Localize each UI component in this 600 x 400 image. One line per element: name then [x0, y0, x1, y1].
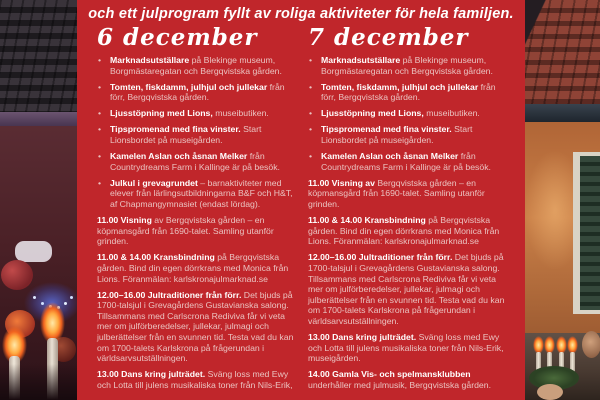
- background-photo-left: [0, 0, 77, 400]
- event-title: Tomten, fiskdamm, julhjul och jullekar: [321, 81, 479, 92]
- event-detail: på Bergqvistska gården. Bind din egen dörrkrans med Monica från Lions. Föranmälan: karlskronajulmarknad.se: [97, 252, 289, 284]
- event-time-title: 11.00 & 14.00 Kransbindning: [97, 252, 215, 263]
- program-columns: [77, 22, 525, 396]
- event-detail: från Countrydreams Farm i Kallinge är på besök.: [321, 151, 491, 172]
- event-detail: på Blekinge museum, Borgmästaregatan och Bergqvistska gården.: [321, 55, 493, 76]
- bullet-list: [308, 55, 505, 172]
- event-title: Tomten, fiskdamm, julhjul och jullekar: [110, 81, 268, 92]
- bullet-item: [97, 178, 294, 210]
- day-heading: 7 december: [308, 24, 469, 51]
- timed-event: [308, 215, 505, 247]
- event-title: Ljusstöpning med Lions,: [321, 108, 424, 119]
- left-white-sign: [15, 241, 52, 262]
- right-roof-eave: [525, 104, 600, 122]
- event-detail: museibutiken.: [212, 108, 269, 119]
- right-dark-sky: [525, 0, 600, 108]
- bullet-item: [308, 55, 505, 76]
- bullet-dot-icon: •: [309, 81, 313, 92]
- event-detail: underhåller med julmusik, Bergqvistska gården.: [308, 379, 492, 390]
- timed-event: [97, 290, 294, 364]
- event-time-title: 13.00 Dans kring julträdet.: [97, 369, 206, 380]
- day-column-6-december: [97, 25, 294, 396]
- lucia-face: [537, 384, 563, 400]
- timed-event: [97, 215, 294, 247]
- bullet-item: [308, 124, 505, 145]
- bullet-item: [308, 108, 505, 119]
- bullet-item: [308, 151, 505, 172]
- event-title: Julkul i grevagrundet: [110, 177, 198, 188]
- timed-events-list: [308, 178, 505, 391]
- event-detail: – barnaktiviteter med elever från lärlingsutbildningarna B&F och H&T, af Chapmangymnasiet (endast lördag).: [110, 177, 293, 210]
- event-detail: Bergqvistska gården – en köpmansgård från 1690-talet. Samling utanför grinden.: [308, 177, 485, 210]
- day-heading: 6 december: [97, 24, 258, 51]
- bullet-dot-icon: •: [309, 151, 313, 162]
- bullet-dot-icon: •: [309, 55, 313, 65]
- bullet-dot-icon: •: [98, 177, 102, 188]
- bullet-item: [97, 82, 294, 103]
- timed-event: [308, 332, 505, 364]
- timed-event: [97, 252, 294, 284]
- right-window-shutter: [580, 156, 600, 310]
- program-tagline: och ett julprogram fyllt av roliga aktiviteter för hela familjen.: [88, 6, 514, 22]
- event-title: Kamelen Aslan och åsnan Melker: [110, 151, 248, 162]
- event-detail: Sväng loss med Ewy och Lotta till julens musikaliska toner från Nils-Erik,: [97, 369, 293, 390]
- event-time-title: 11.00 Visning: [97, 215, 152, 226]
- event-title: Tipspromenad med fina vinster.: [321, 124, 452, 135]
- timed-event: [308, 252, 505, 326]
- event-detail: på Bergqvistska gården. Bind din egen dörrkrans med Monica från Lions. Föranmälan: karlskronajulmarknad.se: [308, 215, 500, 247]
- bullet-item: [97, 55, 294, 76]
- event-detail: Start Lionsbordet på museigården.: [321, 124, 473, 146]
- timed-event: [308, 369, 505, 390]
- event-detail: Sväng loss med Ewy och Lotta till julens musikaliska toner från Nils-Erik, museigården.: [308, 332, 504, 364]
- event-time-title: 11.00 & 14.00 Kransbindning: [308, 215, 426, 226]
- event-detail: Det bjuds på 1700-talsjul i Grevagårdens Gustavianska salong. Tillsammans med Carlscrona Rediviva får vi veta mer om julförberedelser, jullekar, julmagi och julberättelser från en svunnen tid. Testa vad du kan om 1700-talets Karlskrona på frågerundan i världsarvsutställningen.: [308, 252, 505, 326]
- event-detail: från Countrydreams Farm i Kallinge är på besök.: [110, 151, 280, 172]
- bullet-item: [97, 108, 294, 119]
- event-detail: museibutiken.: [423, 108, 480, 119]
- timed-events-list: [97, 215, 294, 390]
- bullet-dot-icon: •: [98, 81, 102, 92]
- event-title: Marknadsutställare: [110, 55, 190, 65]
- event-time-title: 12.00–16.00 Jultraditioner från förr.: [308, 252, 453, 263]
- event-time-title: 12.00–16.00 Jultraditioner från förr.: [97, 289, 242, 300]
- event-detail: Start Lionsbordet på museigården.: [110, 124, 262, 146]
- event-time-title: 13.00 Dans kring julträdet.: [308, 332, 417, 343]
- left-roof-tiles: [0, 0, 77, 118]
- event-detail: på Blekinge museum, Borgmästaregatan och Bergqvistska gården.: [110, 55, 282, 76]
- event-detail: från förr, Bergqvistska gården.: [110, 81, 285, 103]
- background-photo-right: [525, 0, 600, 400]
- bullet-dot-icon: •: [98, 151, 102, 162]
- bullet-dot-icon: •: [309, 124, 313, 135]
- event-time-title: 11.00 Visning av: [308, 177, 375, 188]
- event-title: Kamelen Aslan och åsnan Melker: [321, 151, 459, 162]
- day-column-7-december: [308, 25, 505, 396]
- bullet-dot-icon: •: [98, 124, 102, 135]
- bullet-dot-icon: •: [98, 55, 102, 65]
- left-bottom-shadow: [0, 364, 77, 400]
- left-bauble-1: [1, 260, 33, 290]
- bullet-item: [97, 124, 294, 145]
- event-title: Tipspromenad med fina vinster.: [110, 124, 241, 135]
- program-red-panel: [77, 0, 525, 400]
- event-title: Marknadsutställare: [321, 55, 401, 65]
- bullet-dot-icon: •: [98, 108, 102, 119]
- bullet-item: [308, 82, 505, 103]
- bullet-item: [97, 151, 294, 172]
- bullet-list: [97, 55, 294, 210]
- event-title: Ljusstöpning med Lions,: [110, 108, 213, 119]
- event-detail: från förr, Bergqvistska gården.: [321, 81, 496, 103]
- timed-event: [308, 178, 505, 210]
- event-time-title: 14.00 Gamla Vis- och spelmansklubben: [308, 369, 471, 380]
- timed-event: [97, 369, 294, 390]
- left-string-lights-dots: [33, 296, 36, 299]
- bullet-dot-icon: •: [309, 108, 313, 119]
- event-detail: Det bjuds på 1700-talsjul i Grevagårdens Gustavianska salong. Tillsammans med Carlscrona Rediviva får vi veta mer om julförberedelser, jullekar, julmagi och julberättelser från en svunnen tid. Testa vad du kan om 1700-talets Karlskrona på frågerundan i världsarvsutställningen.: [97, 289, 294, 364]
- lucia-face: [582, 331, 600, 358]
- event-detail: av Bergqvistska gården – en köpmansgård från 1690-talet. Samling utanför grinden.: [97, 215, 274, 247]
